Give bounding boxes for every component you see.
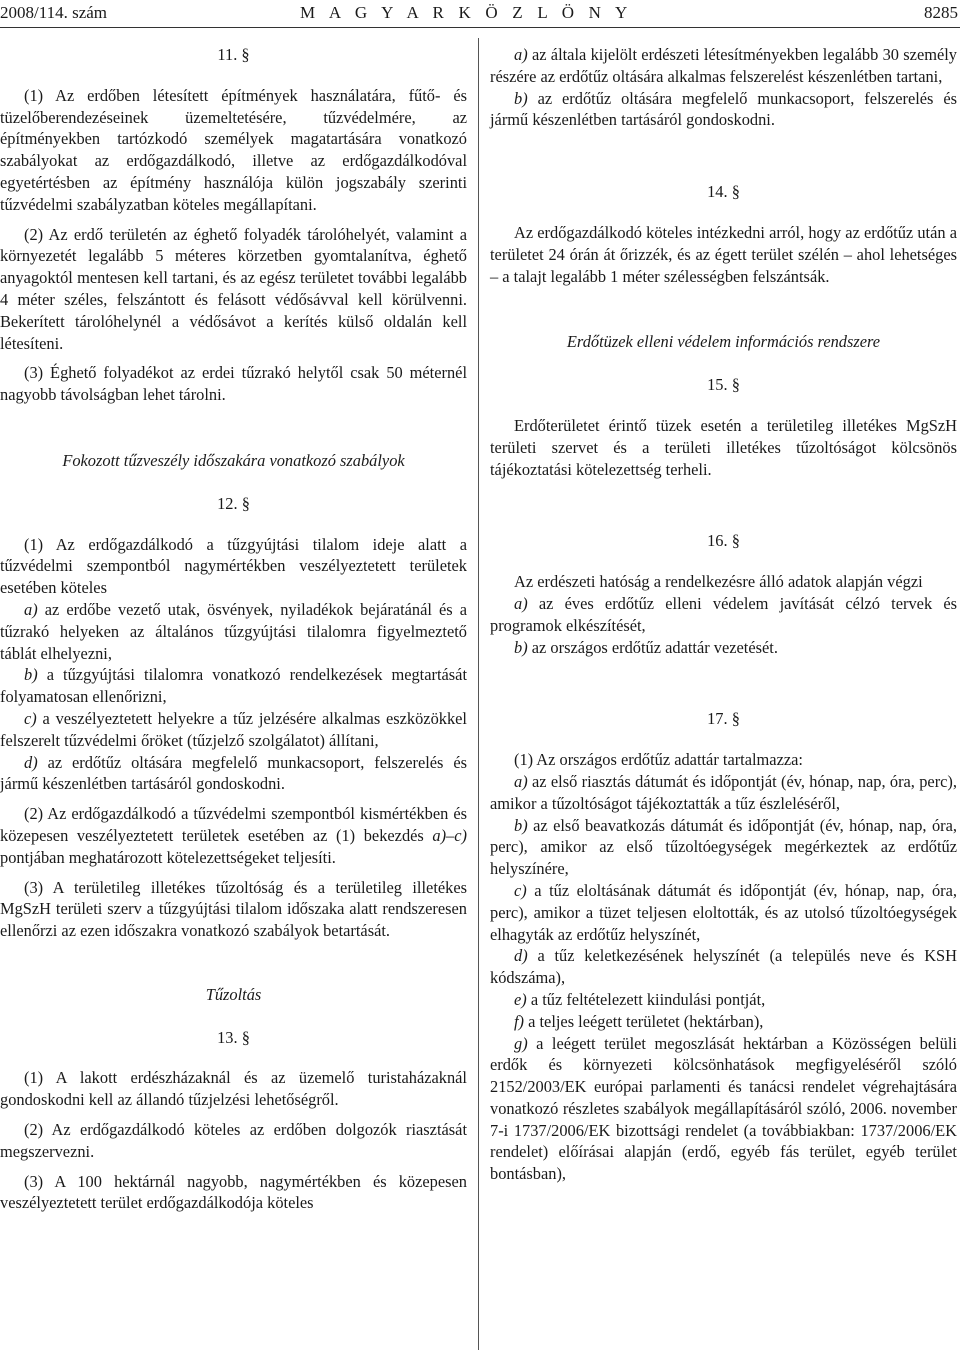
paragraph: Erdőterületet érintő tüzek esetén a területileg illetékes MgSzH területi szervet és a területi illetékes tűzoltóságot kölcsönös tájékoztatási kötelezettség terheli. xyxy=(490,415,957,479)
paragraph: (1) Az erdőgazdálkodó a tűzgyújtási tilalom ideje alatt a tűzvédelmi szempontból nagymértékben veszélyeztetett területek esetében köteles xyxy=(0,534,467,598)
item-label: a) xyxy=(24,599,38,619)
list-item: g) a leégett terület megoszlását hektárban a Közösségen belüli erdők és környezeti kölcsönhatások megfigyeléséről szóló 2152/2003/EK európai parlamenti és tanácsi rendelet végrehajtására vonatkozó részletes szabályok megállapításáról szóló, 2006. november 7-i 1737/2006/EK bizottsági rendelet (a továbbiakban: 1737/2006/EK rendelet) előírásai alapján (erdő, egyéb fás terület, egyéb terület bontásban), xyxy=(490,1033,957,1184)
item-label: c) xyxy=(24,708,37,728)
paragraph: Az erdőgazdálkodó köteles intézkedni arról, hogy az erdőtűz után a területet 24 órán át őrizzék, és az égett terület szélén – ahol lehetséges – a talajt legalább 1 méter szélességben felszántsák. xyxy=(490,222,957,286)
list-item: d) a tűz keletkezésének helyszínét (a település neve és KSH kódszáma), xyxy=(490,946,957,988)
paragraph: (3) A 100 hektárnál nagyobb, nagymértékben és közepesen veszélyeztetett terület erdőgazdálkodója köteles xyxy=(0,1171,467,1213)
item-label: a) xyxy=(514,593,528,613)
paragraph: (2) Az erdőgazdálkodó köteles az erdőben dolgozók riasztását megszervezni. xyxy=(0,1120,467,1161)
list-item: e) a tűz feltételezett kiindulási pontját, xyxy=(514,989,766,1009)
item-label: c) xyxy=(514,880,527,900)
list-item: b) az erdőtűz oltására megfelelő munkacsoport, felszerelés és jármű készenlétben tartásáról gondoskodni. xyxy=(490,88,957,130)
paragraph: (3) Éghető folyadékot az erdei tűzrakó helytől csak 50 méternél nagyobb távolságban lehet tárolni. xyxy=(0,363,467,405)
list-item: b) az első beavatkozás dátumát és időpontját (év, hónap, nap, óra, perc), amikor az első tűzoltóegységek megérkeztek az erdőtűz helyszínére, xyxy=(490,815,957,879)
list-item: c) a tűz eloltásának dátumát és időpontját (év, hónap, nap, óra, perc), amikor a tüzet teljesen eloltották, és az utolsó tűzoltóegységek elhagyták az erdőtűz helyszínét, xyxy=(490,880,957,944)
paragraph: (2) Az erdőgazdálkodó a tűzvédelmi szempontból kismértékben és közepesen veszélyeztetett területek esetében az (1) bekezdés a)–c) pontjában meghatározott kötelezettségeket teljesíti. xyxy=(0,804,467,867)
section-number: 14. § xyxy=(707,182,740,202)
list-item: b) az országos erdőtűz adattár vezetését. xyxy=(514,637,778,657)
page-number: 8285 xyxy=(924,3,958,22)
left-column xyxy=(0,44,467,1214)
paragraph: (3) A területileg illetékes tűzoltóság és a területileg illetékes MgSzH területi szerv a tűzgyújtási tilalom időszaka alatt rendszeresen ellenőrzi az ezen időszakra vonatkozó szabályok betartását. xyxy=(0,877,467,941)
item-label: b) xyxy=(514,88,528,108)
item-label: d) xyxy=(24,752,38,772)
list-item: d) az erdőtűz oltására megfelelő munkacsoport, felszerelés és jármű készenlétben tartásáról gondoskodni. xyxy=(0,752,467,794)
issue-number: 2008/114. szám xyxy=(0,3,108,22)
section-number: 17. § xyxy=(707,709,740,729)
column-divider xyxy=(478,38,479,1350)
item-label: g) xyxy=(514,1033,528,1053)
section-number: 12. § xyxy=(217,493,250,513)
item-label: a) xyxy=(514,45,528,64)
list-item: b) a tűzgyújtási tilalomra vonatkozó rendelkezések megtartását folyamatosan ellenőrizni, xyxy=(0,665,467,707)
section-title: Erdőtüzek elleni védelem információs rendszere xyxy=(566,332,881,352)
list-item: a) az első riasztás dátumát és időpontját (év, hónap, nap, óra, perc), amikor a tűzoltóságot tájékoztatták a tűz észleléséről, xyxy=(490,771,957,813)
paragraph: Az erdészeti hatóság a rendelkezésre álló adatok alapján végzi xyxy=(514,572,923,592)
list-item: f) a teljes leégett területet (hektárban), xyxy=(514,1011,764,1031)
journal-title: M A G Y A R K Ö Z L Ö N Y xyxy=(300,3,633,22)
section-title: Fokozott tűzveszély időszakára vonatkozó szabályok xyxy=(62,450,405,470)
list-item: c) a veszélyeztetett helyekre a tűz jelzésére alkalmas eszközökkel felszerelt tűzvédelmi őröket (tűzjelző szolgálatot) állítani, xyxy=(0,708,467,750)
item-label: f) xyxy=(514,1011,525,1031)
paragraph: (2) Az erdő területén az éghető folyadék tárolóhelyét, valamint a környezetét legalább 5 méteres körzetben gyomtalanítva, éghető anyagoktól mentesen kell tartani, és az egész területet további legalább 4 méter széles, felszántott és felásott védősávval kell körülvenni. Bekerített tárolóhelynél a védősávot a kerítés külső oldalán kell létesíteni. xyxy=(0,224,467,353)
item-label: d) xyxy=(514,946,528,966)
header-rule xyxy=(0,27,960,28)
section-number: 16. § xyxy=(707,531,740,551)
list-item: a) az éves erdőtűz elleni védelem javítását célzó tervek és programok elkészítését, xyxy=(490,593,957,635)
paragraph: (1) A lakott erdészházaknál és az üzemelő turistaházaknál gondoskodni kell az állandó tűzjelzési lehetőségről. xyxy=(0,1068,467,1110)
list-item: a) az általa kijelölt erdészeti létesítményekben legalább 30 személy részére az erdőtűz oltására alkalmas felszerelést készenlétben tartani, xyxy=(490,45,957,86)
item-label: b) xyxy=(514,815,528,835)
section-number: 13. § xyxy=(217,1027,250,1047)
item-label: b) xyxy=(514,637,528,657)
page-header xyxy=(0,0,960,30)
section-number: 11. § xyxy=(217,45,250,64)
item-label: e) xyxy=(514,989,527,1009)
paragraph: (1) Az országos erdőtűz adattár tartalmazza: xyxy=(514,750,803,770)
paragraph: (1) Az erdőben létesített építmények használatára, fűtő- és tüzelőberendezéseinek üzemeltetésére, tűzvédelmére, az építményekben tartózkodó személyek magatartására vonatkozó szabályokat az erdőgazdálkodó, illetve az erdőgazdálkodóval egyetértésben az építmény használója külön jogszabály szerinti tűzvédelmi szabályzatban köteles megállapítani. xyxy=(0,85,467,214)
section-title: Tűzoltás xyxy=(205,984,262,1004)
item-label: b) xyxy=(24,665,38,685)
item-label: a) xyxy=(514,771,528,791)
section-number: 15. § xyxy=(707,375,740,395)
list-item: a) az erdőbe vezető utak, ösvények, nyiladékok bejáratánál és a tűzrakó helyeken az általános tűzgyújtási tilalomra figyelmeztető táblát elhelyezni, xyxy=(0,599,467,663)
right-column xyxy=(490,44,957,1185)
